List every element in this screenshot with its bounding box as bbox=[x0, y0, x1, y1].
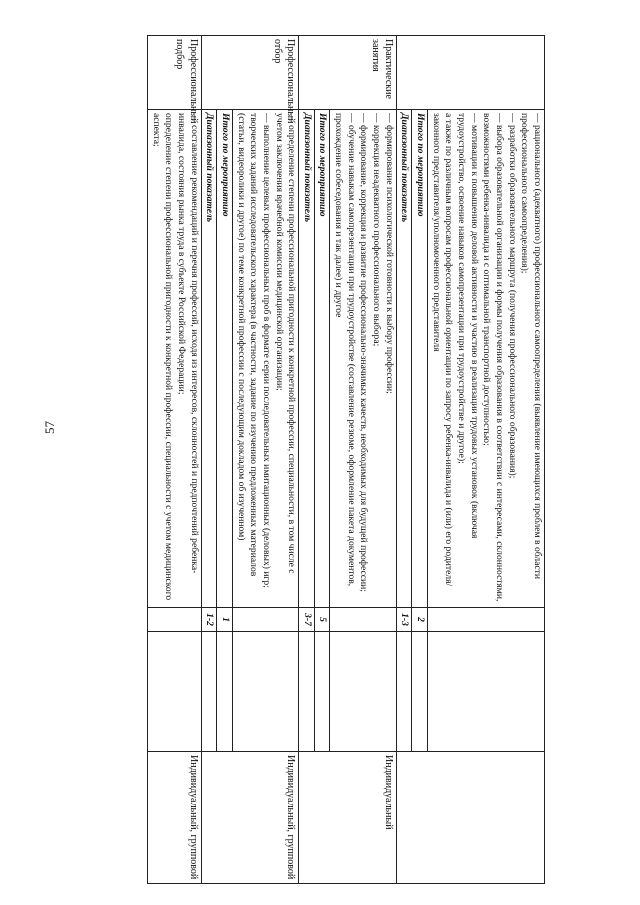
rotated-table-container bbox=[73, 35, 545, 883]
description-line: — выполнение целевых профессиональных проб в формате серии последовательных имитационных (деловых) игр; творческих заданий исследовательского характера (в частности, задание по изучению предложенных материалов (статьи, видеоролики и другое) по теме конкретной профессии с последующим докладом об изученном) bbox=[235, 113, 272, 588]
table-row bbox=[428, 36, 545, 884]
description-line: — разработки образовательного маршрута (получения профессионального образования); bbox=[506, 113, 518, 479]
total-label: Итого по мероприятию bbox=[217, 110, 233, 608]
count-cell bbox=[428, 608, 545, 632]
description-line: — мотивации к повышению деловой активности и участию в реализации трудовых установок (включая трудоустройство, освоение навыков самопрезентации при трудоустройстве и другое); bbox=[456, 113, 480, 539]
description-line: — обучение навыкам самопрезентации при трудоустройстве (составление резюме, оформление пакета документов, прохождение собеседования и так далее) и другое bbox=[333, 113, 357, 587]
description-cell bbox=[428, 110, 545, 608]
range-label: Диапазонный показатель bbox=[396, 110, 412, 608]
empty-cell bbox=[412, 632, 428, 752]
count-cell bbox=[147, 608, 201, 632]
activities-table bbox=[147, 35, 545, 884]
description-line: — выбора образовательной организации и формы получения образования в соответствии с интересами, склонностями, возможностями ребенка-инвалида и с оптимальной транспортной доступностью; bbox=[481, 113, 506, 602]
table-row bbox=[330, 36, 396, 884]
description-line: — коррекция неадекватного профессионального выбора; bbox=[371, 113, 383, 347]
section-cell bbox=[396, 36, 544, 110]
description-line: — формирование психологической готовности к выбору профессии; bbox=[383, 113, 395, 394]
total-label: Итого по мероприятию bbox=[412, 110, 428, 608]
count-cell bbox=[232, 608, 298, 632]
range-value: 3-7 bbox=[299, 608, 315, 632]
table-row bbox=[147, 36, 201, 884]
empty-cell bbox=[201, 632, 217, 752]
empty-cell bbox=[330, 632, 396, 752]
description-line: а также по различным вопросам профессиональной ориентации по запросу ребенка-инвалида и (или) его родителя/законного представителя/уполномоченного представителя bbox=[430, 113, 455, 587]
description-cell bbox=[147, 110, 201, 608]
form-cell: Индивидуальный, групповой bbox=[201, 752, 299, 884]
description-line: — определение степени профессиональной пригодности к конкретной профессии, специальности, в том числе с учетом заключения врачебной комиссии медицинской организации; bbox=[273, 113, 298, 574]
total-value: 2 bbox=[412, 608, 428, 632]
empty-cell bbox=[314, 632, 330, 752]
empty-cell bbox=[428, 632, 545, 752]
form-cell bbox=[396, 752, 544, 884]
form-cell: Индивидуальный, групповой bbox=[147, 752, 201, 884]
empty-cell bbox=[232, 632, 298, 752]
range-label: Диапазонный показатель bbox=[299, 110, 315, 608]
description-line: — формирование, коррекция и развитие профессионально-значимых качеств, необходимых для будущей профессии; bbox=[358, 113, 370, 592]
empty-cell bbox=[147, 632, 201, 752]
range-value: 1-2 bbox=[201, 608, 217, 632]
form-cell: Индивидуальный bbox=[299, 752, 397, 884]
table-row bbox=[232, 36, 298, 884]
description-line: — составление рекомендаций и перечня профессий, исходя из интересов, склонностей и предпочтений ребенка-инвалида, состояния рынка труда в субъекте Российской Федерации; bbox=[175, 113, 200, 574]
empty-cell bbox=[217, 632, 233, 752]
section-cell: Практические занятия bbox=[299, 36, 397, 110]
description-line: — рационального (адекватного) профессионального самоопределения (выявление имеющихся проблем в области профессионального самоопределения); bbox=[519, 113, 543, 580]
total-label: Итого по мероприятию bbox=[314, 110, 330, 608]
empty-cell bbox=[299, 632, 315, 752]
empty-cell bbox=[396, 632, 412, 752]
total-value: 1 bbox=[217, 608, 233, 632]
range-value: 1-3 bbox=[396, 608, 412, 632]
section-cell: Профессиональный подбор bbox=[147, 36, 201, 110]
description-cell bbox=[330, 110, 396, 608]
description-cell bbox=[232, 110, 298, 608]
total-value: 5 bbox=[314, 608, 330, 632]
count-cell bbox=[330, 608, 396, 632]
range-label: Диапазонный показатель bbox=[201, 110, 217, 608]
section-cell: Профессиональный отбор bbox=[201, 36, 299, 110]
description-line: определение степени профессиональной пригодности к конкретной профессии, специальности с учетом медицинского аспекта; bbox=[150, 113, 175, 601]
page-number: 57 bbox=[42, 421, 57, 434]
